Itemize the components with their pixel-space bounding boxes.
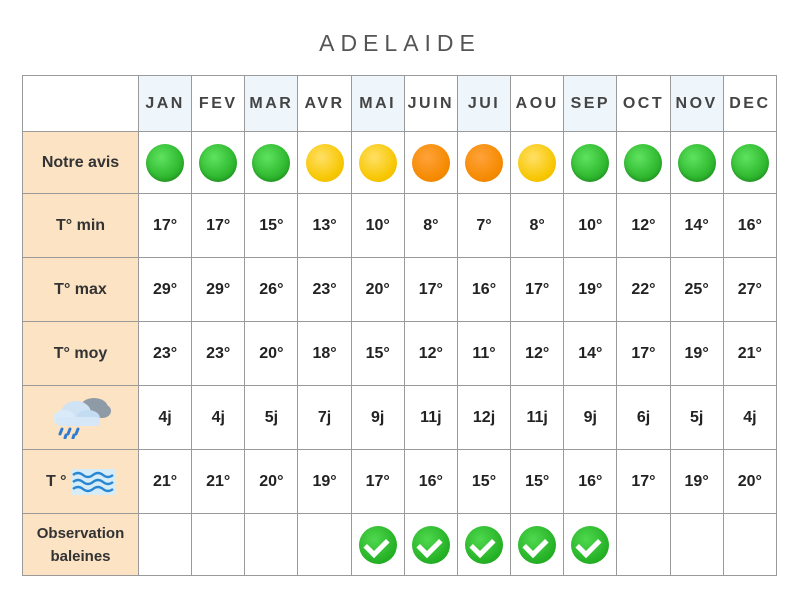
avis-cell	[511, 132, 564, 194]
rain-row	[23, 386, 777, 450]
rating-dot	[465, 144, 503, 182]
rain-cell: 11j	[511, 386, 564, 450]
month-header: JAN	[139, 76, 192, 132]
avis-cell	[670, 132, 723, 194]
tmax-cell: 25°	[670, 258, 723, 322]
tmax-cell: 29°	[192, 258, 245, 322]
rain-cell: 11j	[404, 386, 457, 450]
sea-label	[23, 450, 139, 514]
corner-cell	[23, 76, 139, 132]
tmoy-label: T° moy	[23, 322, 139, 386]
tmax-cell: 22°	[617, 258, 670, 322]
avis-cell	[298, 132, 351, 194]
tmax-cell: 17°	[404, 258, 457, 322]
sea-cell: 20°	[723, 450, 776, 514]
avis-cell	[617, 132, 670, 194]
rating-dot	[146, 144, 184, 182]
whale-cell	[351, 514, 404, 576]
tmin-cell: 16°	[723, 194, 776, 258]
tmin-cell: 8°	[404, 194, 457, 258]
tmin-cell: 17°	[192, 194, 245, 258]
sea-cell: 21°	[192, 450, 245, 514]
whale-cell	[511, 514, 564, 576]
waves-icon	[71, 469, 115, 495]
tmax-cell: 16°	[457, 258, 510, 322]
avis-cell	[404, 132, 457, 194]
whale-cell	[404, 514, 457, 576]
tmoy-cell: 15°	[351, 322, 404, 386]
tmoy-cell: 19°	[670, 322, 723, 386]
check-circle-icon	[571, 526, 609, 564]
whales-label-line1: Observation	[36, 524, 125, 542]
whale-cell	[457, 514, 510, 576]
tmax-cell: 17°	[511, 258, 564, 322]
avis-row	[23, 132, 777, 194]
tmoy-cell: 18°	[298, 322, 351, 386]
whale-cell	[192, 514, 245, 576]
whales-label-line2: baleines	[50, 547, 111, 565]
rating-dot	[731, 144, 769, 182]
page-title: ADELAIDE	[319, 30, 481, 56]
avis-cell	[245, 132, 298, 194]
month-header: AVR	[298, 76, 351, 132]
tmin-cell: 14°	[670, 194, 723, 258]
sea-cell: 16°	[564, 450, 617, 514]
whale-cell	[670, 514, 723, 576]
sea-cell: 16°	[404, 450, 457, 514]
tmax-row	[23, 258, 777, 322]
month-header: SEP	[564, 76, 617, 132]
rating-dot	[518, 144, 556, 182]
sea-cell: 19°	[670, 450, 723, 514]
rain-cell: 12j	[457, 386, 510, 450]
tmoy-cell: 23°	[139, 322, 192, 386]
tmin-cell: 10°	[564, 194, 617, 258]
tmoy-cell: 17°	[617, 322, 670, 386]
month-header: FEV	[192, 76, 245, 132]
tmoy-row	[23, 322, 777, 386]
month-header: AOU	[511, 76, 564, 132]
tmin-cell: 17°	[139, 194, 192, 258]
months-row	[23, 76, 777, 132]
tmoy-cell: 12°	[511, 322, 564, 386]
tmax-cell: 19°	[564, 258, 617, 322]
check-circle-icon	[359, 526, 397, 564]
climate-table	[22, 75, 777, 576]
rating-dot	[624, 144, 662, 182]
month-header: MAI	[351, 76, 404, 132]
sea-cell: 20°	[245, 450, 298, 514]
tmin-cell: 7°	[457, 194, 510, 258]
tmax-cell: 27°	[723, 258, 776, 322]
tmax-cell: 26°	[245, 258, 298, 322]
tmin-cell: 8°	[511, 194, 564, 258]
rain-cloud-icon	[48, 391, 114, 439]
rating-dot	[359, 144, 397, 182]
month-header: MAR	[245, 76, 298, 132]
sea-cell: 19°	[298, 450, 351, 514]
whale-cell	[139, 514, 192, 576]
rain-label	[23, 386, 139, 450]
whale-cell	[245, 514, 298, 576]
whale-cell	[617, 514, 670, 576]
tmin-cell: 13°	[298, 194, 351, 258]
tmoy-cell: 12°	[404, 322, 457, 386]
check-circle-icon	[518, 526, 556, 564]
whale-cell	[298, 514, 351, 576]
rain-cell: 9j	[564, 386, 617, 450]
rain-cell: 6j	[617, 386, 670, 450]
rain-cell: 5j	[670, 386, 723, 450]
rating-dot	[571, 144, 609, 182]
tmin-cell: 12°	[617, 194, 670, 258]
whales-label	[23, 514, 139, 576]
month-header: JUIN	[404, 76, 457, 132]
month-header: NOV	[670, 76, 723, 132]
rating-dot	[678, 144, 716, 182]
avis-cell	[139, 132, 192, 194]
tmoy-cell: 23°	[192, 322, 245, 386]
tmin-cell: 10°	[351, 194, 404, 258]
avis-cell	[723, 132, 776, 194]
tmin-row	[23, 194, 777, 258]
tmin-label: T° min	[23, 194, 139, 258]
rating-dot	[306, 144, 344, 182]
sea-cell: 15°	[511, 450, 564, 514]
tmax-cell: 29°	[139, 258, 192, 322]
rain-cell: 5j	[245, 386, 298, 450]
rating-dot	[252, 144, 290, 182]
rating-dot	[199, 144, 237, 182]
avis-cell	[351, 132, 404, 194]
whale-cell	[564, 514, 617, 576]
check-circle-icon	[412, 526, 450, 564]
tmoy-cell: 11°	[457, 322, 510, 386]
sea-cell: 17°	[617, 450, 670, 514]
avis-cell	[564, 132, 617, 194]
whale-cell	[723, 514, 776, 576]
tmoy-cell: 21°	[723, 322, 776, 386]
check-circle-icon	[465, 526, 503, 564]
sea-cell: 17°	[351, 450, 404, 514]
whales-row	[23, 514, 777, 576]
sea-cell: 21°	[139, 450, 192, 514]
sea-label-text: T °	[45, 472, 67, 490]
rain-cell: 4j	[192, 386, 245, 450]
avis-cell	[192, 132, 245, 194]
tmin-cell: 15°	[245, 194, 298, 258]
avis-label: Notre avis	[23, 132, 139, 194]
tmoy-cell: 20°	[245, 322, 298, 386]
month-header: DEC	[723, 76, 776, 132]
rain-cell: 9j	[351, 386, 404, 450]
month-header: OCT	[617, 76, 670, 132]
tmax-cell: 23°	[298, 258, 351, 322]
sea-row	[23, 450, 777, 514]
tmoy-cell: 14°	[564, 322, 617, 386]
tmax-cell: 20°	[351, 258, 404, 322]
rain-cell: 4j	[723, 386, 776, 450]
avis-cell	[457, 132, 510, 194]
rain-cell: 7j	[298, 386, 351, 450]
tmax-label: T° max	[23, 258, 139, 322]
rain-cell: 4j	[139, 386, 192, 450]
sea-cell: 15°	[457, 450, 510, 514]
rating-dot	[412, 144, 450, 182]
month-header: JUI	[457, 76, 510, 132]
